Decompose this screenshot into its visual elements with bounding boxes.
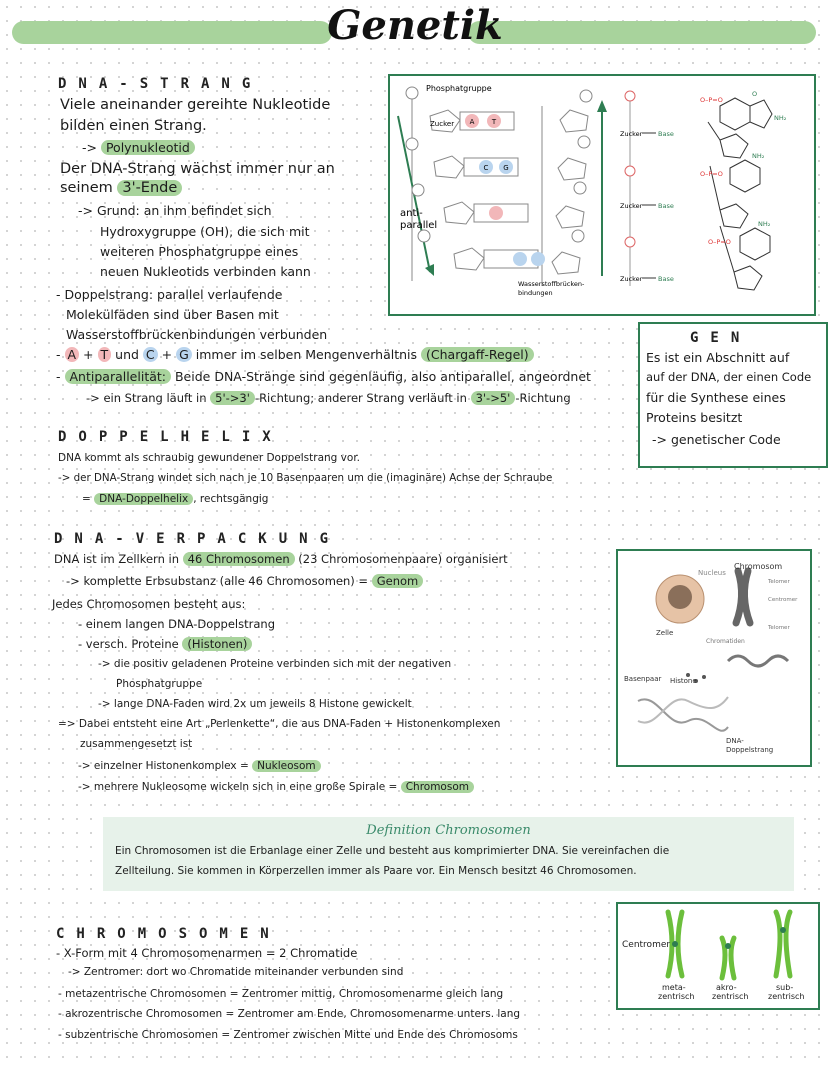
ring bbox=[750, 100, 772, 128]
highlight-antiparallelitaet: Antiparallelität: bbox=[65, 369, 172, 384]
gen-line-4: Proteins besitzt bbox=[646, 410, 743, 425]
centromer-dot bbox=[780, 927, 786, 933]
section-heading-doppelhelix: DOPPELHELIX bbox=[58, 429, 283, 445]
label-meta-1: meta- bbox=[662, 983, 686, 992]
atom-label: NH₂ bbox=[752, 152, 765, 160]
ring bbox=[730, 160, 760, 192]
dna-strang-line-7: Hydroxygruppe (OH), die sich mit bbox=[100, 224, 310, 239]
highlight-chargaff: (Chargaff-Regel) bbox=[421, 347, 534, 362]
verpackung-line-10: zusammengesetzt ist bbox=[80, 738, 193, 750]
dna-strang-line-11: Molekülfäden sind über Basen mit bbox=[66, 307, 279, 322]
base-t-label: T bbox=[491, 118, 497, 126]
equals: = bbox=[82, 493, 91, 505]
section-heading-chromosomen: CHROMOSOMEN bbox=[56, 926, 281, 942]
types-svg bbox=[618, 904, 818, 1008]
chain-zucker: Zucker bbox=[620, 130, 643, 138]
doppelhelix-line-2: -> der DNA-Strang windet sich nach je 10 Basenpaaren um die (imaginäre) Achse der Schraube bbox=[58, 472, 553, 484]
base-g-circle bbox=[531, 252, 545, 266]
base-t: T bbox=[98, 347, 112, 362]
highlight-genom: Genom bbox=[372, 574, 424, 588]
sugar bbox=[444, 202, 474, 224]
verpackung-line-3: Jedes Chromosomen besteht aus: bbox=[52, 597, 246, 611]
label-centromer: Centromer bbox=[622, 940, 671, 950]
text: Beide DNA-Stränge sind gegenläufig, also antiparallel, angeordnet bbox=[174, 369, 591, 384]
chromosome-packaging-diagram bbox=[616, 549, 812, 767]
text: -Richtung; anderer Strang verläuft in bbox=[254, 391, 467, 405]
gen-box bbox=[638, 322, 828, 468]
definition-line-2: Zellteilung. Sie kommen in Körperzellen immer als Paare vor. Ein Mensch besitzt 46 Chromosomen. bbox=[115, 865, 637, 877]
text: , rechtsgängig bbox=[193, 493, 269, 505]
chain-phosphate bbox=[625, 237, 635, 247]
verpackung-line-5 bbox=[78, 637, 252, 651]
phosphate bbox=[578, 136, 590, 148]
label-dna-2: Doppelstrang bbox=[726, 746, 774, 754]
dna-strang-line-4: Der DNA-Strang wächst immer nur an bbox=[60, 161, 335, 177]
base-a: A bbox=[65, 347, 80, 362]
highlight-doppelhelix: DNA-Doppelhelix bbox=[94, 493, 193, 505]
phosphate bbox=[412, 184, 424, 196]
label-chromosom: Chromosom bbox=[734, 562, 783, 571]
label-meta-2: zentrisch bbox=[658, 992, 695, 1001]
ring bbox=[740, 228, 770, 260]
dna-strang-line-6: -> Grund: an ihm befindet sich bbox=[78, 203, 272, 218]
dna-strang-line-2: bilden einen Strang. bbox=[60, 118, 207, 134]
sugar bbox=[556, 206, 584, 228]
phosphate bbox=[574, 182, 586, 194]
plus: + bbox=[161, 347, 173, 362]
text: -> mehrere Nukleosome wickeln sich in eine große Spirale = bbox=[78, 781, 398, 793]
dna-strang-line-9: neuen Nukleotids verbinden kann bbox=[100, 264, 311, 279]
dna-strang-line-5 bbox=[60, 180, 182, 196]
plus: + bbox=[83, 347, 94, 362]
chain-phosphate bbox=[625, 91, 635, 101]
sugar bbox=[558, 158, 586, 180]
o-p-o-label: O–P=O bbox=[700, 96, 723, 104]
dna-strang-line-12: Wasserstoffbrückenbindungen verbunden bbox=[66, 327, 328, 342]
label-nucleus: Nucleus bbox=[698, 569, 726, 577]
label-histone: Histone bbox=[670, 677, 697, 685]
arrow: -> bbox=[82, 140, 97, 155]
atom-label: NH₂ bbox=[774, 114, 787, 122]
highlight-histonen: (Histonen) bbox=[182, 637, 252, 651]
highlight-5-3: 5'->3' bbox=[210, 391, 255, 405]
base-pair bbox=[484, 250, 538, 268]
dash: - bbox=[56, 369, 61, 384]
chain-zucker: Zucker bbox=[620, 202, 643, 210]
label-sub-1: sub- bbox=[776, 983, 794, 992]
text: immer im selben Mengenverhältnis bbox=[195, 347, 418, 362]
sugar bbox=[434, 156, 464, 178]
chain-phosphate bbox=[625, 166, 635, 176]
dna-structure-diagram bbox=[388, 74, 816, 316]
text: -> einzelner Histonenkomplex = bbox=[78, 760, 249, 772]
base-c: C bbox=[143, 347, 158, 362]
text: - versch. Proteine bbox=[78, 637, 179, 651]
gen-line-2: auf der DNA, der einen Code bbox=[646, 370, 812, 384]
definition-box bbox=[103, 817, 794, 891]
label-zelle: Zelle bbox=[656, 629, 674, 637]
subzentrisch-chromosome-icon bbox=[776, 912, 790, 976]
sugar-ring bbox=[734, 266, 762, 290]
sugar bbox=[552, 252, 580, 274]
label-wasserstoff-2: bindungen bbox=[518, 289, 553, 297]
definition-line-1: Ein Chromosomen ist die Erbanlage einer Zelle und besteht aus komprimierter DNA. Sie vereinfachen die bbox=[115, 845, 670, 857]
atom-label: O bbox=[752, 90, 758, 98]
dna-strang-line-8: weiteren Phosphatgruppe eines bbox=[100, 244, 299, 259]
text: -> komplette Erbsubstanz (alle 46 Chromosomen) = bbox=[66, 574, 369, 588]
base-g: G bbox=[176, 347, 192, 362]
label-basenpaar: Basenpaar bbox=[624, 675, 662, 683]
bond bbox=[720, 226, 734, 272]
chromosomen-line-1: - X-Form mit 4 Chromosomenarmen = 2 Chromatide bbox=[56, 946, 358, 960]
chromosomen-line-5: - subzentrische Chromosomen = Zentromer zwischen Mitte und Ende des Chromosoms bbox=[58, 1029, 518, 1041]
verpackung-line-12 bbox=[78, 781, 474, 793]
verpackung-line-6: -> die positiv geladenen Proteine verbinden sich mit der negativen bbox=[98, 658, 452, 670]
highlight-3-5: 3'->5' bbox=[471, 391, 516, 405]
verpackung-line-11 bbox=[78, 760, 321, 772]
phosphate bbox=[418, 230, 430, 242]
nucleus-icon bbox=[668, 585, 692, 609]
centromer-dot bbox=[725, 943, 731, 949]
header-bar-right bbox=[468, 21, 816, 44]
highlight-46-chromosomen: 46 Chromosomen bbox=[183, 552, 295, 566]
chain-base: Base bbox=[658, 202, 674, 210]
section-heading-dna-strang: DNA-STRANG bbox=[58, 76, 263, 92]
label-phosphatgruppe: Phosphatgruppe bbox=[426, 84, 492, 93]
chain-base: Base bbox=[658, 275, 674, 283]
dna-strang-line-10: - Doppelstrang: parallel verlaufende bbox=[56, 287, 283, 302]
dna-strang-line-15 bbox=[86, 391, 571, 405]
label-chromatiden: Chromatiden bbox=[706, 638, 745, 645]
packaging-svg bbox=[618, 551, 810, 765]
dna-strang-line-13 bbox=[56, 347, 534, 362]
sugar bbox=[454, 248, 484, 270]
label-telomer-1: Telomer bbox=[768, 579, 790, 585]
text: seinem bbox=[60, 180, 113, 196]
text: -> ein Strang läuft in bbox=[86, 391, 207, 405]
text: -Richtung bbox=[515, 391, 571, 405]
verpackung-line-1 bbox=[54, 552, 508, 566]
label-sub-2: zentrisch bbox=[768, 992, 805, 1001]
sugar bbox=[560, 110, 588, 132]
bond bbox=[708, 122, 720, 140]
atom-label: NH₂ bbox=[758, 220, 771, 228]
base-c-circle bbox=[513, 252, 527, 266]
histone-dot bbox=[702, 675, 706, 679]
arrowhead bbox=[597, 100, 607, 112]
verpackung-line-8: -> lange DNA-Faden wird 2x um jeweils 8 Histone gewickelt bbox=[98, 698, 412, 710]
chromosome-icon bbox=[736, 571, 750, 623]
verpackung-line-4: - einem langen DNA-Doppelstrang bbox=[78, 617, 275, 631]
definition-title: Definition Chromosomen bbox=[366, 823, 531, 838]
gen-line-3: für die Synthese eines bbox=[646, 390, 786, 405]
chromosomen-line-3: - metazentrische Chromosomen = Zentromer mittig, Chromosomenarme gleich lang bbox=[58, 988, 504, 1000]
ring bbox=[720, 98, 750, 130]
phosphate bbox=[406, 138, 418, 150]
gen-line-5: -> genetischer Code bbox=[652, 432, 781, 447]
chain-zucker: Zucker bbox=[620, 275, 643, 283]
dna-structure-svg bbox=[390, 76, 814, 314]
text: DNA ist im Zellkern in bbox=[54, 552, 180, 566]
phosphate bbox=[406, 87, 418, 99]
doppelhelix-line-1: DNA kommt als schraubig gewundener Doppelstrang vor. bbox=[58, 452, 361, 464]
base-a-label: A bbox=[469, 118, 475, 126]
chain-base: Base bbox=[658, 130, 674, 138]
label-akro-2: zentrisch bbox=[712, 992, 749, 1001]
header-bar-left bbox=[12, 21, 332, 44]
label-centromer: Centromer bbox=[768, 597, 798, 603]
chromosomen-line-2: -> Zentromer: dort wo Chromatide miteinander verbunden sind bbox=[68, 966, 404, 978]
text: (23 Chromosomenpaare) organisiert bbox=[298, 552, 508, 566]
base-c-label: C bbox=[483, 164, 489, 172]
label-telomer-2: Telomer bbox=[768, 625, 790, 631]
phosphate bbox=[572, 230, 584, 242]
phosphate bbox=[580, 90, 592, 102]
base-a-circle bbox=[489, 206, 503, 220]
label-anti: anti- bbox=[400, 208, 423, 219]
label-zucker: Zucker bbox=[430, 120, 455, 128]
highlight-chromosom: Chromosom bbox=[401, 781, 474, 793]
o-p-o-label: O–P=O bbox=[700, 170, 723, 178]
chromosome-types-diagram bbox=[616, 902, 820, 1010]
section-heading-verpackung: DNA-VERPACKUNG bbox=[54, 531, 341, 547]
label-akro-1: akro- bbox=[716, 983, 737, 992]
page-title: Genetik bbox=[327, 2, 503, 49]
verpackung-line-7: Phosphatgruppe bbox=[116, 678, 203, 690]
und: und bbox=[115, 347, 139, 362]
gen-line-1: Es ist ein Abschnitt auf bbox=[646, 350, 790, 365]
dash: - bbox=[56, 347, 61, 362]
highlight-polynukleotid: Polynukleotid bbox=[101, 140, 195, 155]
spiral-icon bbox=[728, 656, 788, 666]
label-parallel: parallel bbox=[400, 220, 438, 231]
highlight-3-ende: 3'-Ende bbox=[117, 180, 182, 196]
chromosomen-line-4: - akrozentrische Chromosomen = Zentromer am Ende, Chromosomenarme unters. lang bbox=[58, 1008, 521, 1020]
verpackung-line-9: => Dabei entsteht eine Art „Perlenkette“, die aus DNA-Faden + Histonenkomplexen bbox=[58, 718, 501, 730]
dna-strang-line-3 bbox=[82, 140, 195, 155]
dna-strang-line-1: Viele aneinander gereihte Nukleotide bbox=[60, 97, 331, 113]
dna-strang-line-14 bbox=[56, 369, 591, 384]
centromer-dot bbox=[672, 941, 678, 947]
section-heading-gen: GEN bbox=[690, 330, 752, 346]
sugar-ring bbox=[720, 204, 748, 228]
sugar-ring bbox=[720, 134, 748, 158]
label-dna-1: DNA- bbox=[726, 737, 744, 745]
base-g-label: G bbox=[503, 164, 509, 172]
dna-helix-icon bbox=[638, 699, 728, 730]
doppelhelix-line-3 bbox=[82, 493, 268, 505]
highlight-nukleosom: Nukleosom bbox=[252, 760, 321, 772]
verpackung-line-2 bbox=[66, 574, 423, 588]
o-p-o-label: O–P=O bbox=[708, 238, 731, 246]
label-wasserstoff-1: Wasserstoffbrücken- bbox=[518, 280, 585, 288]
